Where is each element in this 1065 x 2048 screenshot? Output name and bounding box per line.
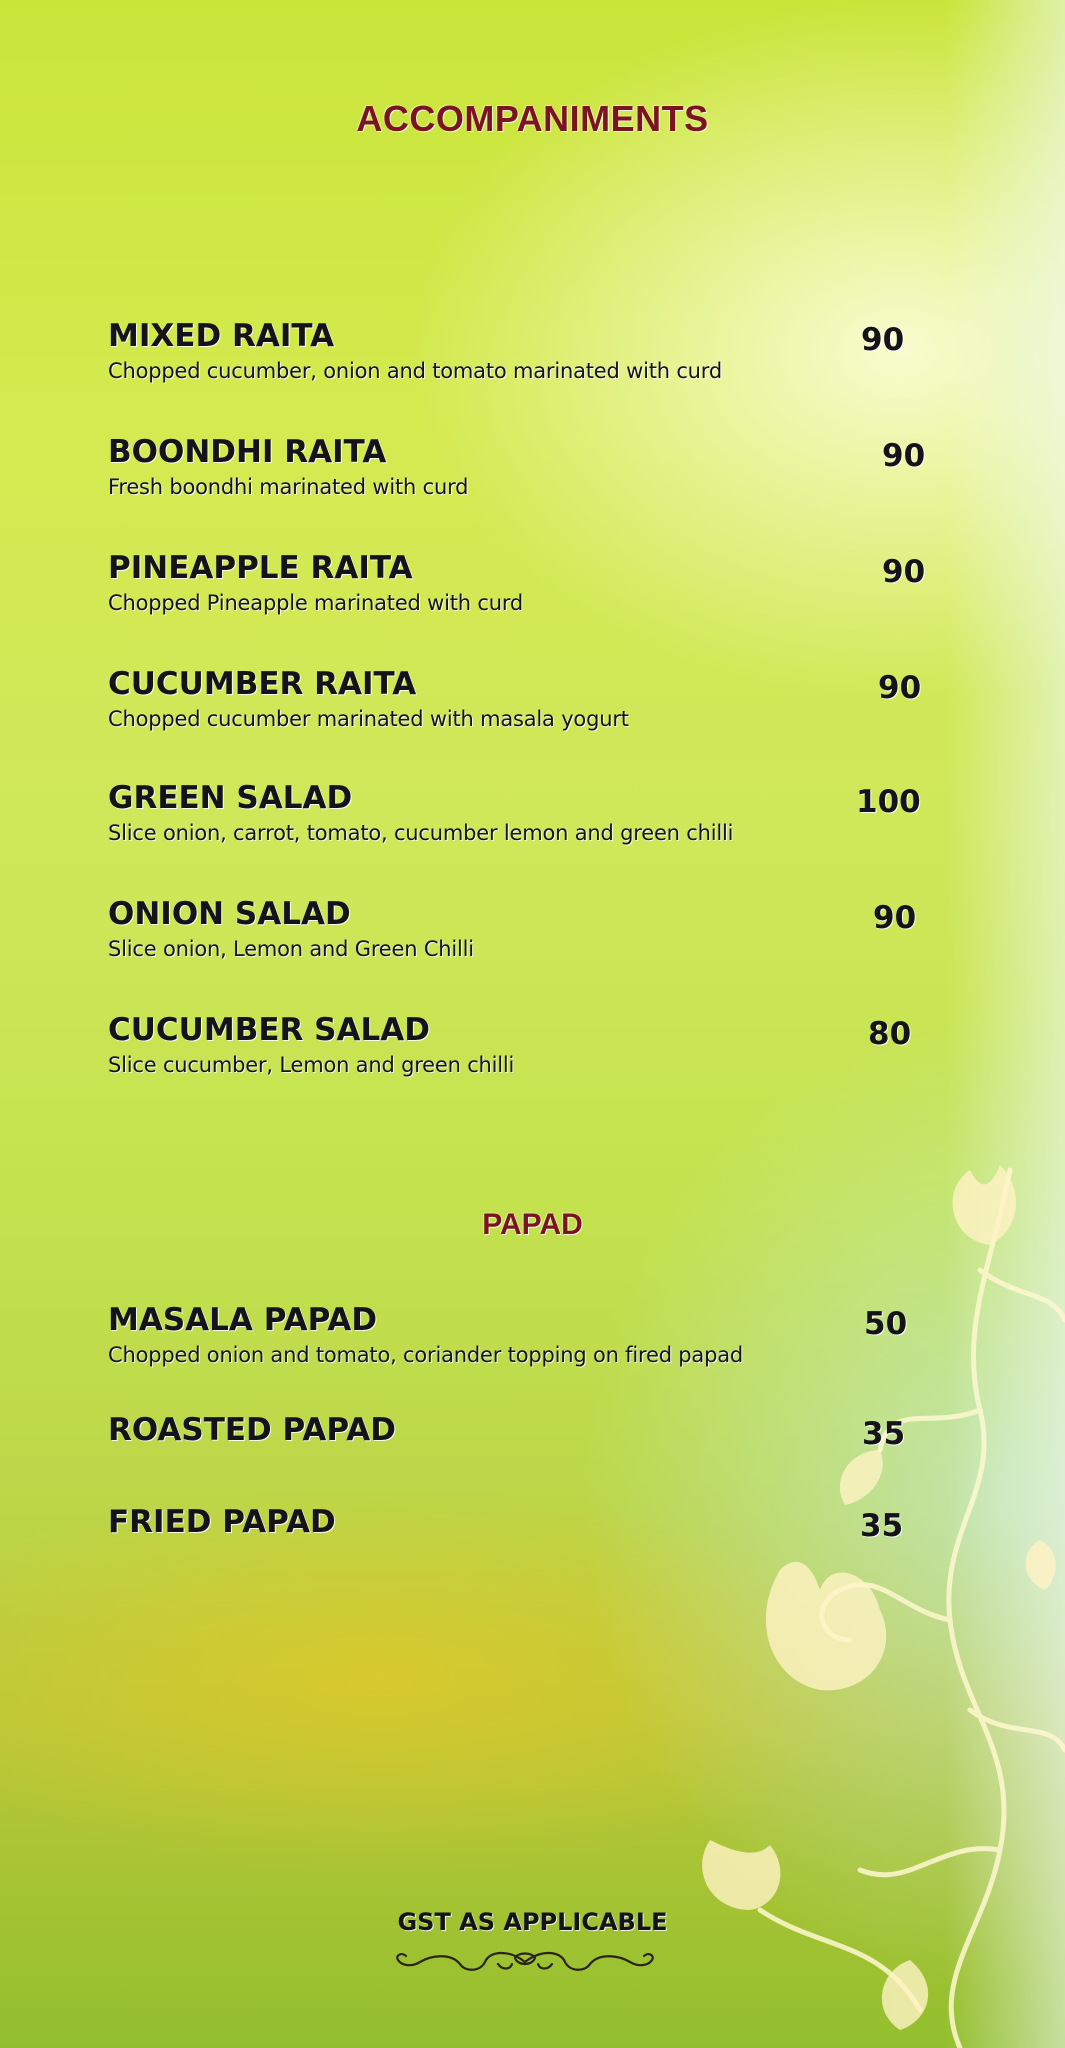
item-price: 100 xyxy=(856,784,921,820)
item-description: Slice cucumber, Lemon and green chilli xyxy=(108,1053,515,1077)
menu-item-mixed-raita xyxy=(108,316,928,386)
item-name: MASALA PAPAD xyxy=(108,1302,378,1338)
menu-item-roasted-papad xyxy=(108,1410,928,1450)
menu-item-boondhi-raita xyxy=(108,432,928,502)
item-name: ROASTED PAPAD xyxy=(108,1412,397,1448)
item-description: Chopped onion and tomato, coriander topping on fired papad xyxy=(108,1343,744,1367)
item-price: 90 xyxy=(882,438,926,474)
item-description: Fresh boondhi marinated with curd xyxy=(108,475,469,499)
item-name: ONION SALAD xyxy=(108,896,351,932)
item-price: 80 xyxy=(868,1016,912,1052)
menu-item-green-salad xyxy=(108,778,928,848)
menu-item-cucumber-raita xyxy=(108,664,928,734)
item-name: FRIED PAPAD xyxy=(108,1504,336,1540)
item-price: 35 xyxy=(862,1416,906,1452)
item-price: 50 xyxy=(864,1306,908,1342)
section-title-accompaniments: ACCOMPANIMENTS xyxy=(356,98,709,139)
item-price: 90 xyxy=(861,322,905,358)
item-description: Slice onion, carrot, tomato, cucumber lemon and green chilli xyxy=(108,821,734,845)
item-price: 90 xyxy=(873,900,917,936)
item-description: Chopped cucumber, onion and tomato marinated with curd xyxy=(108,359,722,383)
item-name: MIXED RAITA xyxy=(108,318,335,354)
item-name: GREEN SALAD xyxy=(108,780,353,816)
item-description: Chopped cucumber marinated with masala yogurt xyxy=(108,707,629,731)
item-description: Chopped Pineapple marinated with curd xyxy=(108,591,524,615)
menu-item-cucumber-salad xyxy=(108,1010,928,1080)
item-price: 90 xyxy=(882,554,926,590)
gst-note: GST AS APPLICABLE xyxy=(397,1908,668,1936)
item-name: CUCUMBER RAITA xyxy=(108,666,417,702)
item-name: BOONDHI RAITA xyxy=(108,434,387,470)
menu-item-onion-salad xyxy=(108,894,928,964)
ornamental-flourish-icon xyxy=(390,1946,660,1978)
item-price: 35 xyxy=(860,1508,904,1544)
item-name: CUCUMBER SALAD xyxy=(108,1012,430,1048)
section-title-papad: PAPAD xyxy=(482,1208,583,1241)
menu-item-fried-papad xyxy=(108,1502,928,1542)
item-description: Slice onion, Lemon and Green Chilli xyxy=(108,937,474,961)
menu-item-pineapple-raita xyxy=(108,548,928,618)
item-price: 90 xyxy=(878,670,922,706)
menu-item-masala-papad xyxy=(108,1300,928,1370)
item-name: PINEAPPLE RAITA xyxy=(108,550,413,586)
